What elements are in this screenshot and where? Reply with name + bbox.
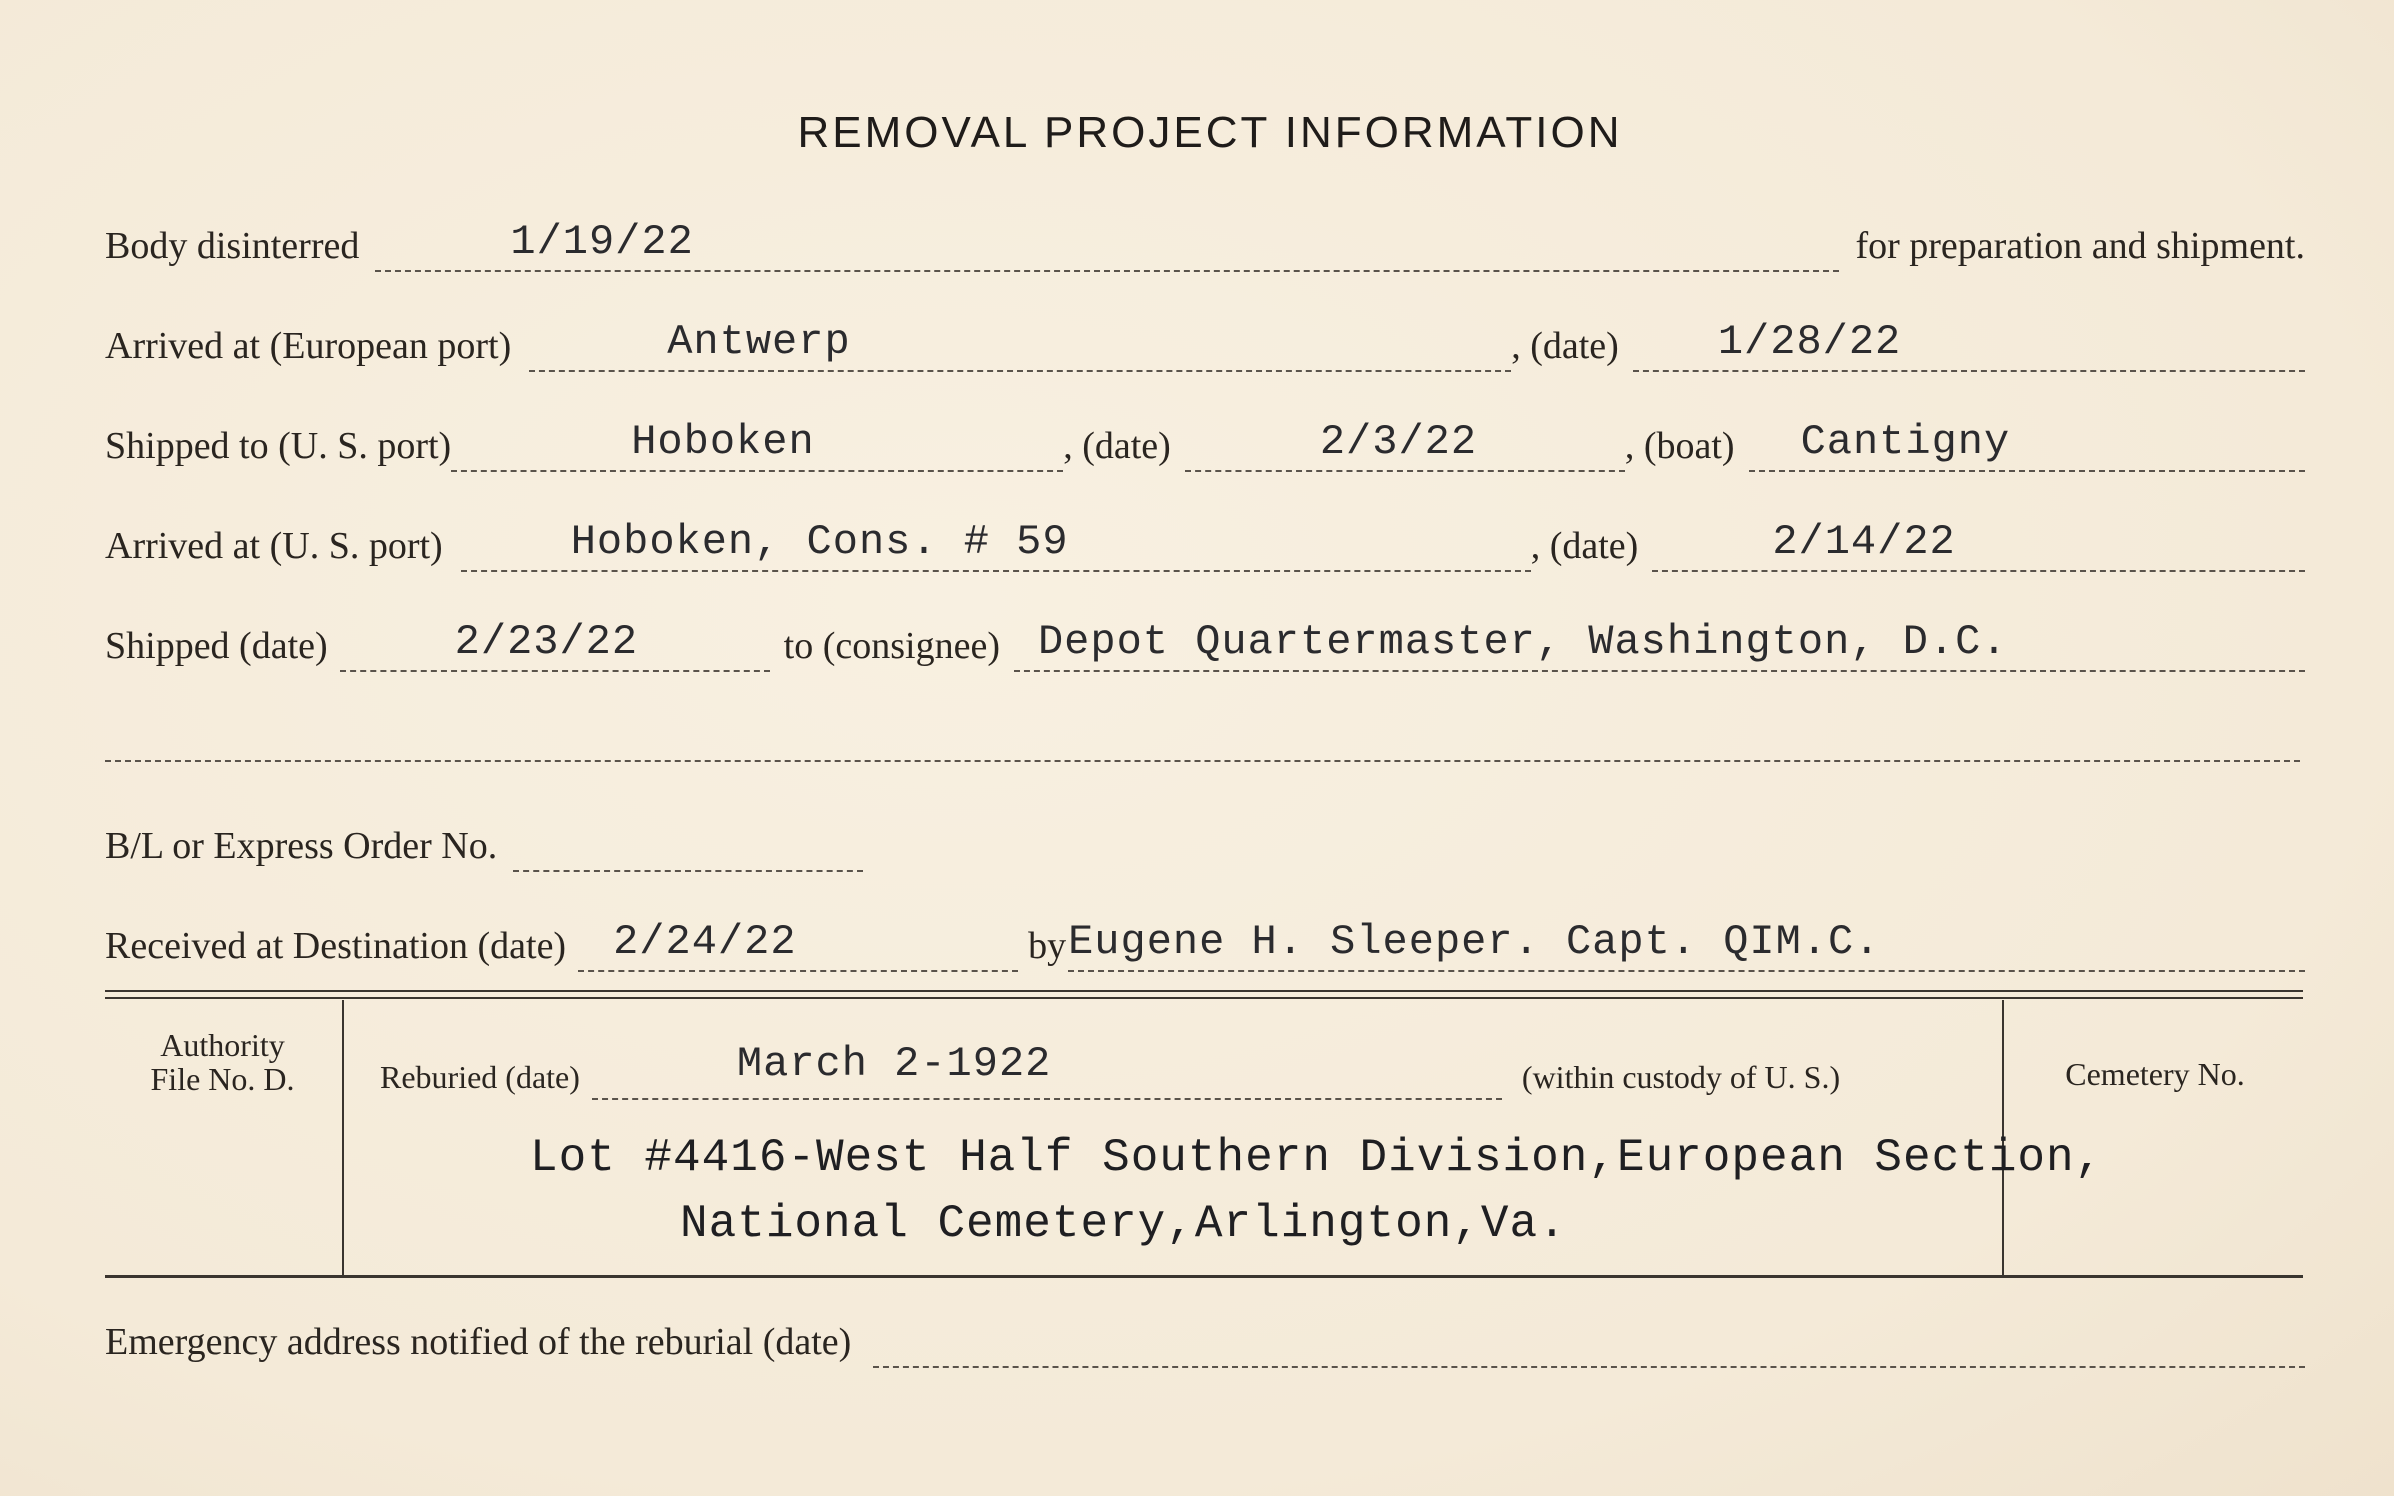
received-by-field[interactable] [1068, 920, 2305, 972]
arrived-european-port-value: Antwerp [667, 318, 851, 366]
reburied-date-field[interactable] [592, 1040, 1502, 1100]
shipped-label: Shipped (date) [105, 625, 328, 667]
consignee-label: to (consignee) [783, 625, 1000, 667]
custody-note: (within custody of U. S.) [1521, 1059, 1841, 1095]
row-shipped [105, 612, 2305, 672]
consignee-value: Depot Quartermaster, Washington, D.C. [1037, 618, 2008, 666]
shipped-date-field[interactable] [340, 620, 770, 672]
row-reburied [380, 1040, 1980, 1100]
shipped-us-port-value: Hoboken [631, 418, 815, 466]
received-by-label: by [1028, 925, 1067, 967]
box-top-rule-inner [105, 997, 2303, 999]
arrived-european-date-field[interactable] [1633, 320, 2305, 372]
shipped-us-label: Shipped to (U. S. port) [105, 425, 452, 467]
shipped-us-port-field[interactable] [451, 420, 1063, 472]
arrived-us-date-field[interactable] [1652, 520, 2305, 572]
received-label: Received at Destination (date) [105, 925, 567, 967]
box-bottom-rule [105, 1275, 2303, 1278]
row-arrived-european [105, 312, 2305, 372]
received-by-value: Eugene H. Sleeper. Capt. QIM.C. [1068, 918, 1881, 966]
shipped-us-boat-field[interactable] [1749, 420, 2305, 472]
arrived-us-date-label: , (date) [1530, 525, 1639, 567]
arrived-us-port-value: Hoboken, Cons. # 59 [570, 518, 1069, 566]
body-disinterred-suffix: for preparation and shipment. [1855, 225, 2305, 267]
arrived-european-port-field[interactable] [529, 320, 1511, 372]
box-top-rule [105, 990, 2303, 992]
shipped-us-boat-label: , (boat) [1624, 425, 1735, 467]
received-date-field[interactable] [578, 920, 1018, 972]
reburied-date-value: March 2-1922 [736, 1040, 1052, 1088]
body-disinterred-label: Body disinterred [105, 225, 360, 267]
consignee-field[interactable] [1014, 620, 2305, 672]
body-disinterred-value: 1/19/22 [510, 218, 694, 266]
arrived-us-date-value: 2/14/22 [1772, 518, 1956, 566]
row-received [105, 912, 2305, 972]
row-arrived-us [105, 512, 2305, 572]
row-emergency [105, 1308, 2305, 1368]
shipped-us-date-label: , (date) [1063, 425, 1171, 467]
body-disinterred-field[interactable] [375, 220, 1839, 272]
blank-line[interactable] [105, 760, 2300, 762]
shipped-us-boat-value: Cantigny [1800, 418, 2011, 466]
shipped-us-date-field[interactable] [1185, 420, 1625, 472]
box-divider-left [342, 1000, 344, 1275]
arrived-european-label: Arrived at (European port) [105, 325, 512, 367]
authority-label: Authority [160, 1027, 285, 1063]
row-bl [105, 812, 2305, 872]
file-no-label: File No. D. [150, 1061, 295, 1097]
emergency-date-field[interactable] [873, 1316, 2305, 1368]
cemetery-no-label: Cemetery No. [2065, 1056, 2245, 1092]
shipped-us-date-value: 2/3/22 [1319, 418, 1478, 466]
arrived-european-date-value: 1/28/22 [1717, 318, 1902, 366]
emergency-label: Emergency address notified of the reburial (date) [105, 1321, 852, 1363]
lot-line-2: National Cemetery,Arlington,Va. [680, 1198, 1567, 1250]
authority-block [110, 1028, 335, 1096]
card-title: REMOVAL PROJECT INFORMATION [797, 108, 1623, 157]
arrived-us-label: Arrived at (U. S. port) [105, 525, 443, 567]
lot-line-1: Lot #4416-West Half Southern Division,European Section, [530, 1132, 2104, 1184]
row-shipped-us [105, 412, 2305, 472]
arrived-us-port-field[interactable] [461, 520, 1531, 572]
arrived-european-date-label: , (date) [1511, 325, 1619, 367]
shipped-date-value: 2/23/22 [454, 618, 639, 666]
bl-label: B/L or Express Order No. [105, 825, 498, 867]
row-body-disinterred [105, 212, 2305, 272]
bl-field[interactable] [513, 820, 863, 872]
reburied-label: Reburied (date) [380, 1059, 580, 1095]
received-date-value: 2/24/22 [613, 918, 797, 966]
